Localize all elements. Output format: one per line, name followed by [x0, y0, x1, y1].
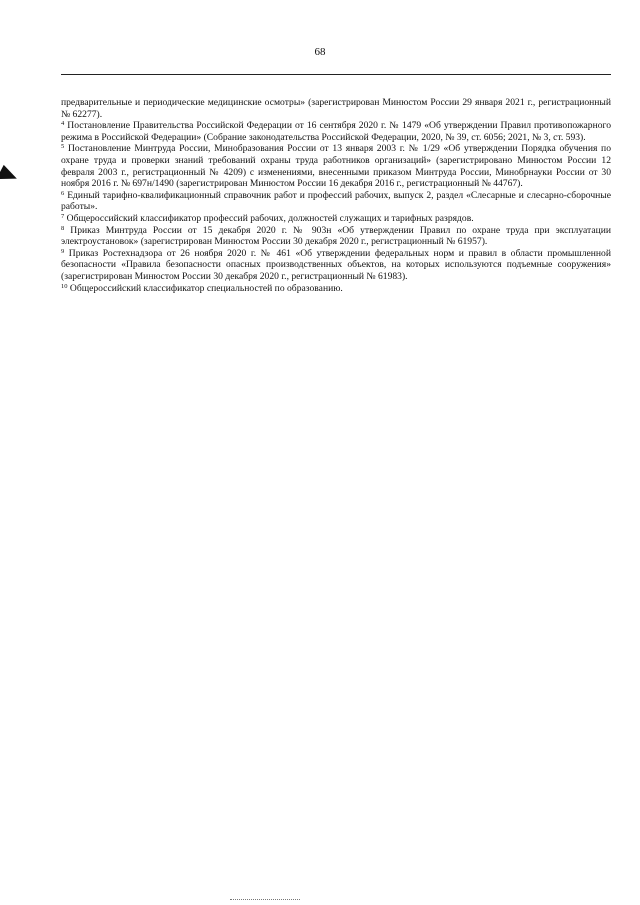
- footnote-text: Постановление Минтруда России, Минобразования России от 13 января 2003 г. № 1/29 «Об утверждении Порядка обучения по охране труда и проверки знаний требований охраны труда работников организаций» (зарегистрировано Минюстом России 12 февраля 2003 г., регистрационный № 4209) с изменениями, внесенными приказом Минтруда России, Минобрнауки России от 30 ноября 2016 г. № 697н/1490 (зарегистрирован Минюстом России 16 декабря 2016 г., регистрационный № 44767).: [61, 143, 611, 190]
- footnote: [61, 120, 611, 143]
- footnotes-section: [61, 97, 611, 294]
- footnote-mark: 5: [61, 143, 65, 151]
- footnote: [61, 213, 611, 225]
- footnote-text: Общероссийский классификатор специальностей по образованию.: [67, 282, 343, 294]
- footnote-mark: 10: [61, 282, 68, 290]
- footnote-mark: 7: [61, 212, 65, 220]
- footnote-mark: 6: [61, 189, 65, 197]
- footnote-text: Приказ Ростехнадзора от 26 ноября 2020 г. № 461 «Об утверждении федеральных норм и правил в области промышленной безопасности «Правила безопасности опасных производственных объектов, на которых используются подъемные сооружения» (зарегистрирован Минюстом России 30 декабря 2020 г., регистрационный № 61983).: [61, 247, 611, 282]
- header-rule: [61, 74, 611, 75]
- footnote-text: Общероссийский классификатор профессий рабочих, должностей служащих и тарифных разрядов.: [64, 212, 474, 224]
- page-number: 68: [314, 46, 326, 58]
- scan-corner-mark: [0, 165, 20, 188]
- footnote: [61, 143, 611, 189]
- footnote: [61, 97, 611, 120]
- footnote: [61, 190, 611, 213]
- footnote-mark: 4: [61, 120, 65, 128]
- footnote: [61, 248, 611, 283]
- footnote-text: Постановление Правительства Российской Федерации от 16 сентября 2020 г. № 1479 «Об утверждении Правил противопожарного режима в Российской Федерации» (Собрание законодательства Российской Федерации, 2020, № 39, ст. 6056; 2021, № 3, ст. 593).: [61, 120, 611, 143]
- scan-edge-dots: [230, 899, 300, 900]
- footnote-mark: 8: [61, 224, 65, 232]
- footnote-text: Приказ Минтруда России от 15 декабря 2020 г. № 903н «Об утверждении Правил по охране труда при эксплуатации электроустановок» (зарегистрирован Минюстом России 30 декабря 2020 г., регистрационный № 61957).: [61, 224, 611, 248]
- footnote-mark: 9: [61, 247, 65, 255]
- footnote: [61, 283, 611, 295]
- footnote-text: Единый тарифно-квалификационный справочник работ и профессий рабочих, выпуск 2, раздел «Слесарные и слесарно-сборочные работы».: [61, 189, 611, 213]
- footnote-text: предварительные и периодические медицинские осмотры» (зарегистрирован Минюстом России 29 января 2021 г., регистрационный № 62277).: [61, 97, 611, 120]
- footnote: [61, 225, 611, 248]
